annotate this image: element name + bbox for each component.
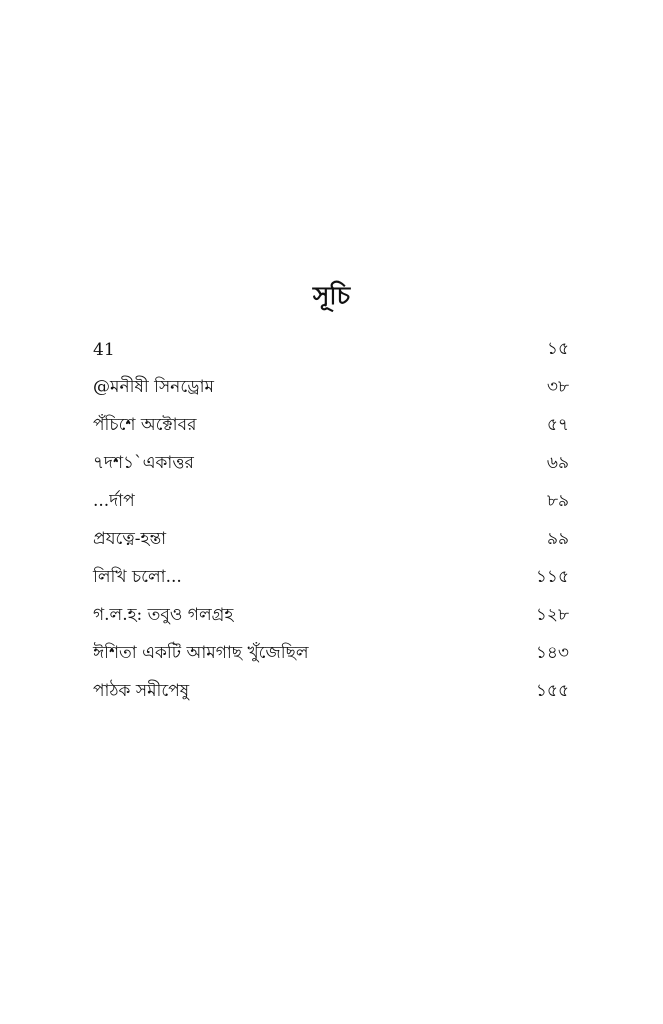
toc-entry — [93, 445, 569, 483]
toc-entry-title: ঈশিতা একটি আমগাছ খুঁজেছিল — [93, 643, 309, 663]
toc-entry-page: ১১৫ — [535, 567, 569, 587]
toc-entry-page: ৬৯ — [546, 453, 569, 473]
toc-entry-title: @মনীষী সিনড্রোম — [93, 377, 214, 397]
toc-entry — [93, 673, 569, 711]
toc-entry-title: ...র্দাপ — [93, 491, 135, 511]
table-of-contents — [93, 331, 569, 711]
toc-entry-page: ১২৮ — [535, 605, 569, 625]
toc-entry-page: ৩৮ — [546, 377, 569, 397]
toc-entry — [93, 521, 569, 559]
toc-entry-title: ৭দশ১`একাত্তর — [93, 453, 194, 473]
toc-entry — [93, 597, 569, 635]
toc-entry-page: ১৫৫ — [535, 681, 569, 701]
toc-entry-page: ৫৭ — [546, 415, 569, 435]
toc-entry-title: পঁচিশে অক্টোবর — [93, 415, 197, 435]
toc-entry — [93, 559, 569, 597]
toc-entry — [93, 407, 569, 445]
toc-entry — [93, 331, 569, 369]
toc-entry-title: 41 — [93, 340, 115, 360]
toc-entry — [93, 483, 569, 521]
toc-entry-page: ১৪৩ — [535, 643, 569, 663]
contents-heading: সূচি — [312, 281, 351, 310]
toc-entry-title: গ.ল.হ: তবুও গলগ্রহ — [93, 605, 234, 625]
toc-entry — [93, 369, 569, 407]
toc-entry-page: ৯৯ — [546, 529, 569, 549]
toc-entry-title: পাঠক সমীপেষু — [93, 681, 190, 701]
toc-entry — [93, 635, 569, 673]
toc-entry-title: প্রযত্নে-হন্তা — [93, 529, 167, 549]
toc-entry-page: ৮৯ — [546, 491, 569, 511]
toc-entry-title: লিখি চলো... — [93, 567, 182, 587]
toc-entry-page: ১৫ — [546, 339, 569, 359]
